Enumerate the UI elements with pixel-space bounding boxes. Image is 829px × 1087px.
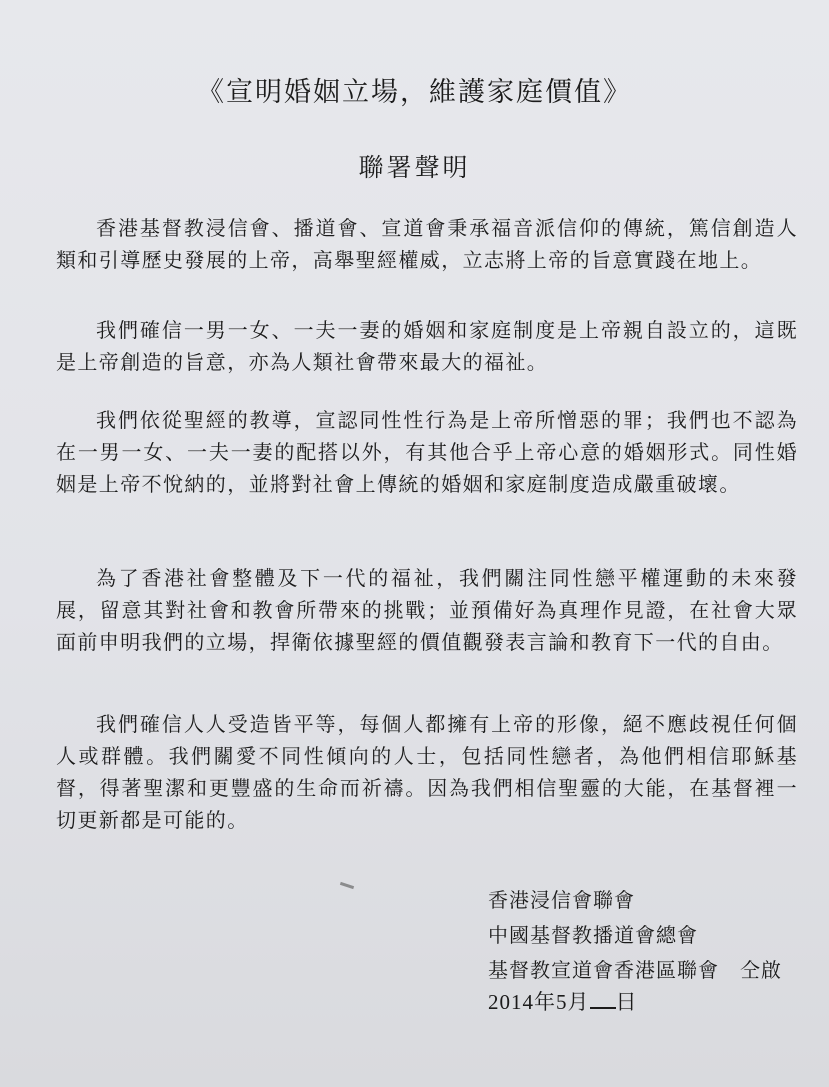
document-subtitle: 聯署聲明 (358, 153, 471, 182)
paragraph-1: 香港基督教浸信會、播道會、宣道會秉承福音派信仰的傳統，篤信創造人類和引導歷史發展的上帝，高舉聖經權威，立志將上帝的旨意實踐在地上。 (56, 216, 798, 272)
paragraph-5: 我們確信人人受造皆平等，每個人都擁有上帝的形像，絕不應歧視任何個人或群體。我們關愛不同性傾向的人士，包括同性戀者，為他們相信耶穌基督，得著聖潔和更豐盛的生命而祈禱。因為我們相信聖靈的大能，在基督裡一切更新都是可能的。 (56, 712, 798, 832)
stray-mark (340, 882, 354, 889)
date-prefix: 2014年5月 (488, 990, 590, 1014)
date-suffix: 日 (615, 990, 638, 1014)
date-blank (590, 989, 616, 1009)
paragraph-2: 我們確信一男一女、一夫一妻的婚姻和家庭制度是上帝親自設立的，這既是上帝創造的旨意，亦為人類社會帶來最大的福祉。 (56, 318, 798, 374)
signatory-1: 香港浸信會聯會 (488, 888, 635, 912)
paragraph-3: 我們依從聖經的教導，宣認同性性行為是上帝所憎惡的罪；我們也不認為在一男一女、一夫一妻的配搭以外，有其他合乎上帝心意的婚姻形式。同性婚姻是上帝不悅納的，並將對社會上傳統的婚姻和家庭制度造成嚴重破壞。 (56, 408, 798, 496)
signatory-2: 中國基督教播道會總會 (488, 923, 698, 947)
paragraph-4: 為了香港社會整體及下一代的福祉，我們關注同性戀平權運動的未來發展，留意其對社會和教會所帶來的挑戰；並預備好為真理作見證，在社會大眾面前申明我們的立場，捍衛依據聖經的價值觀發表言論和教育下一代的自由。 (56, 566, 798, 654)
document-title: 《宣明婚姻立場，維護家庭價值》 (197, 77, 632, 108)
signatory-3: 基督教宣道會香港區聯會 仝啟 (488, 958, 782, 982)
signing-date (488, 986, 808, 1019)
